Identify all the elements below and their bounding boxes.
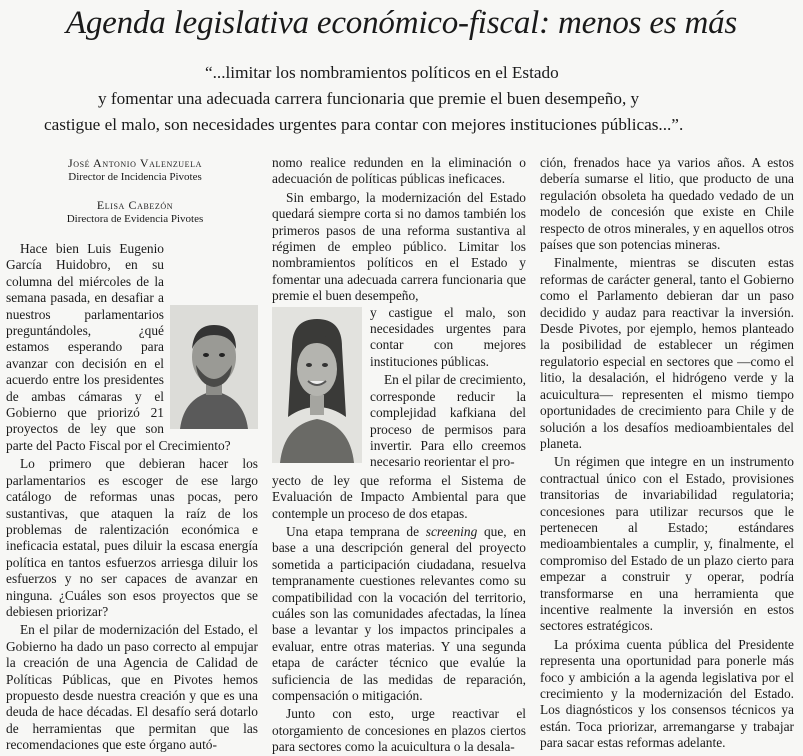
headline: Agenda legislativa económico-fiscal: menos es más (65, 5, 738, 41)
paragraph: Lo primero que debieran hacer los parlamentarios es escoger de ese largo catálogo de reformas unas pocas, pero sustantivas, que ataquen la raíz de los problemas de ralentización económica e ineficacia estatal, pues diluir la escasa energía política en tantos esfuerzos arriesga diluir los esfuerzos y no ser capaces de avanzar en ninguna. ¿Cuáles son esos proyectos que se debiesen priorizar? (6, 456, 258, 619)
pull-quote-line: “...limitar los nombramientos políticos en el Estado (205, 63, 559, 82)
portrait-woman-image (272, 307, 362, 463)
article-column-2 (272, 155, 526, 756)
paragraph: La próxima cuenta pública del Presidente representa una oportunidad para ponerle más foco y ambición a la agenda legislativa por el crecimiento y la modernización del Estado. Los diagnósticos y los consensos técnicos ya están. Toca priorizar, arremangarse y trabajar para sacar estas reformas adelante. (540, 636, 794, 751)
paragraph: Hace bien Luis Eugenio García Huidobro, en su columna del miércoles de la semana pasada, en desafiar a nuestros parlamentarios preguntándoles, ¿qué estamos esperando para avanzar con decisión en el acuerdo entre los presidentes de ambas cámaras y el Gobierno que priorizó 21 proyectos de ley que son parte del Pacto Fiscal por el Crecimiento? (6, 241, 231, 453)
paragraph: yecto de ley que reforma el Sistema de Evaluación de Impacto Ambiental para que contemple un proceso de dos etapas. (272, 472, 526, 521)
paragraph: En el pilar de modernización del Estado, el Gobierno ha dado un paso correcto al empujar la creación de una Agencia de Calidad de Políticas Públicas, que en Pivotes hemos propuesto desde nuestra creación y que es una deuda de hace décadas. El desafío será dotarlo de herramientas que permitan que las recomendaciones que este órgano autó- (6, 622, 258, 753)
emphasis: screening (425, 523, 478, 539)
paragraph: y castigue el malo, son necesidades urgentes para contar con mejores instituciones públicas. (370, 304, 526, 369)
portrait-man-image (170, 305, 258, 429)
paragraph: Sin embargo, la modernización del Estado quedará siempre corta si no damos también los primeros pasos de una reforma sustantiva al régimen de empleo público. Limitar los nombramientos políticos en el Estado y fomentar una adecuada carrera funcionaria que premie el buen desempeño, (272, 189, 526, 304)
author-role: Director de Incidencia Pivotes (68, 171, 202, 183)
author-name: José Antonio Valenzuela (67, 156, 203, 170)
article-column-3 (540, 155, 794, 752)
text-span: Una etapa temprana de (286, 523, 426, 539)
author-byline (20, 156, 250, 184)
author-role: Directora de Evidencia Pivotes (66, 213, 204, 225)
author-name: Elisa Cabezón (96, 198, 174, 212)
author-photo (272, 307, 362, 463)
article-column-1 (6, 241, 258, 754)
paragraph: Junto con esto, urge reactivar el otorgamiento de concesiones en plazos ciertos para sectores como la acuicultura o la desala- (272, 706, 526, 755)
pull-quote-line: castigue el malo, son necesidades urgentes para contar con mejores instituciones públicas...”. (44, 115, 684, 134)
paragraph: ción, frenados hace ya varios años. A estos debería sumarse el litio, que producto de una regulación obsoleta ha quedado vedado de un modelo de concesión que existe en Chile respecto de otros minerales, y en aquellos otros países que son potencias mineras. (540, 155, 794, 253)
paragraph: En el pilar de crecimiento, corresponde reducir la complejidad kafkiana del proceso de permisos para invertir. Para ello creemos necesario reorientar el pro- (370, 372, 526, 470)
text-span: que, en base a una descripción general del proyecto sometida a participación ciudadana, resuelva tempranamente cuestiones relevantes como su compatibilidad con la vocación del territorio, cuáles son las comunidades afectadas, la línea base a levantar y los impactos principales a evaluar, entre otras materias. Y una segunda etapa de carácter técnico que evalúe la suficiencia de las medidas de reparación, compensación o mitigación. (272, 523, 526, 703)
author-photo (170, 305, 258, 429)
paragraph: Un régimen que integre en un instrumento contractual único con el Estado, provisiones transitorias de invariabilidad regulatoria; concesiones para utilizar recursos que le pertenecen al Estado; estándares medioambientales a cumplir, y, finalmente, el compromiso del Estado de un plazo cierto para empezar a construir y operar, podría transformarse en una herramienta que incentive realmente la inversión en estos sectores estratégicos. (540, 454, 794, 634)
author-byline (20, 198, 250, 226)
pull-quote-line: y fomentar una adecuada carrera funcionaria que premie el buen desempeño, y (98, 89, 640, 108)
paragraph (272, 524, 526, 704)
paragraph: Finalmente, mientras se discuten estas reformas de carácter general, tanto el Gobierno como el Parlamento debieran dar un paso decidido y audaz para reactivar la inversión. Desde Pivotes, por ejemplo, hemos planteado la posibilidad de establecer un régimen regulatorio especial en sectores que —como el litio, la desalación, el hidrógeno verde y la acuicultura— representen el mismo tiempo oportunidades de crecimiento para Chile y de solución a los desafíos medioambientales del planeta. (540, 255, 794, 451)
paragraph: nomo realice redunden en la eliminación o adecuación de políticas públicas ineficaces. (272, 155, 526, 187)
